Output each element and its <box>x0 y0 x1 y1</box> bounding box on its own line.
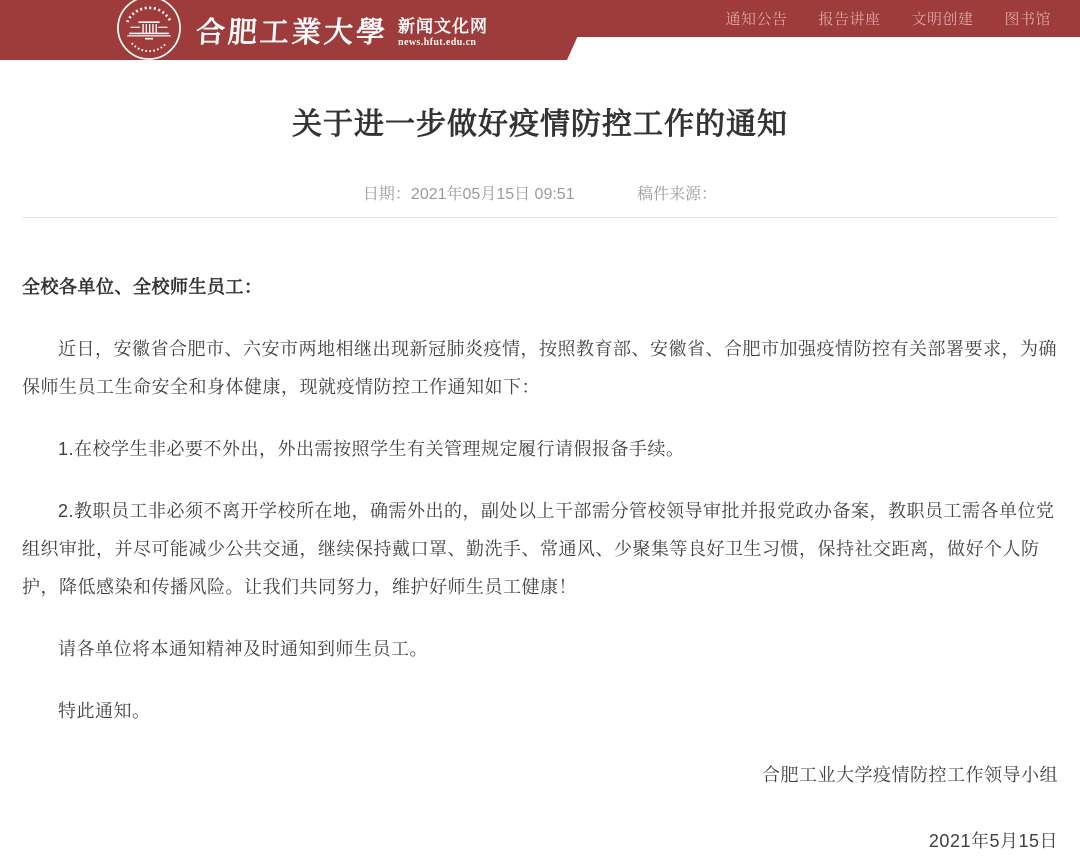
site-logo[interactable] <box>116 0 488 60</box>
paragraph: 近日，安徽省合肥市、六安市两地相继出现新冠肺炎疫情，按照教育部、安徽省、合肥市加强疫情防控有关部署要求，为确保师生员工生命安全和身体健康，现就疫情防控工作通知如下： <box>22 339 1057 397</box>
article-page <box>0 108 1080 860</box>
article-meta <box>22 186 1058 204</box>
nav-item-notices[interactable]: 通知公告 <box>725 11 788 28</box>
meta-divider <box>22 217 1058 218</box>
top-nav <box>725 0 1080 37</box>
paragraph: 特此通知。 <box>58 701 151 721</box>
signature-line: 合肥工业大学疫情防控工作领导小组 <box>762 765 1058 785</box>
paragraph: 1.在校学生非必要不外出，外出需按照学生有关管理规定履行请假报备手续。 <box>58 439 685 459</box>
article-body <box>22 268 1058 860</box>
signature-date: 2021年5月15日 <box>928 831 1058 851</box>
nav-item-civilization[interactable]: 文明创建 <box>911 11 974 28</box>
site-name: 新闻文化网 <box>398 17 489 36</box>
paragraph: 请各单位将本通知精神及时通知到师生员工。 <box>58 639 428 659</box>
paragraph: 2.教职员工非必须不离开学校所在地，确需外出的，副处以上干部需分管校领导审批并报党政办备案，教职员工需各单位党组织审批，并尽可能减少公共交通，继续保持戴口罩、勤洗手、常通风、少聚集等良好卫生习惯，保持社交距离，做好个人防护，降低感染和传播风险。让我们共同努力，维护好师生员工健康！ <box>22 501 1055 597</box>
nav-item-lectures[interactable]: 报告讲座 <box>818 11 881 28</box>
article-source-label: 稿件来源： <box>637 186 718 203</box>
article-title: 关于进一步做好疫情防控工作的通知 <box>292 108 788 141</box>
nav-item-library[interactable]: 图书馆 <box>1004 11 1051 28</box>
salutation: 全校各单位、全校师生员工： <box>22 277 263 297</box>
site-url: news.hfut.edu.cn <box>398 37 477 48</box>
university-name: 合肥工業大學 <box>194 16 389 49</box>
article-date: 日期：2021年05月15日 09:51 <box>362 186 575 203</box>
site-header <box>0 0 1080 60</box>
university-seal-icon <box>116 0 182 60</box>
